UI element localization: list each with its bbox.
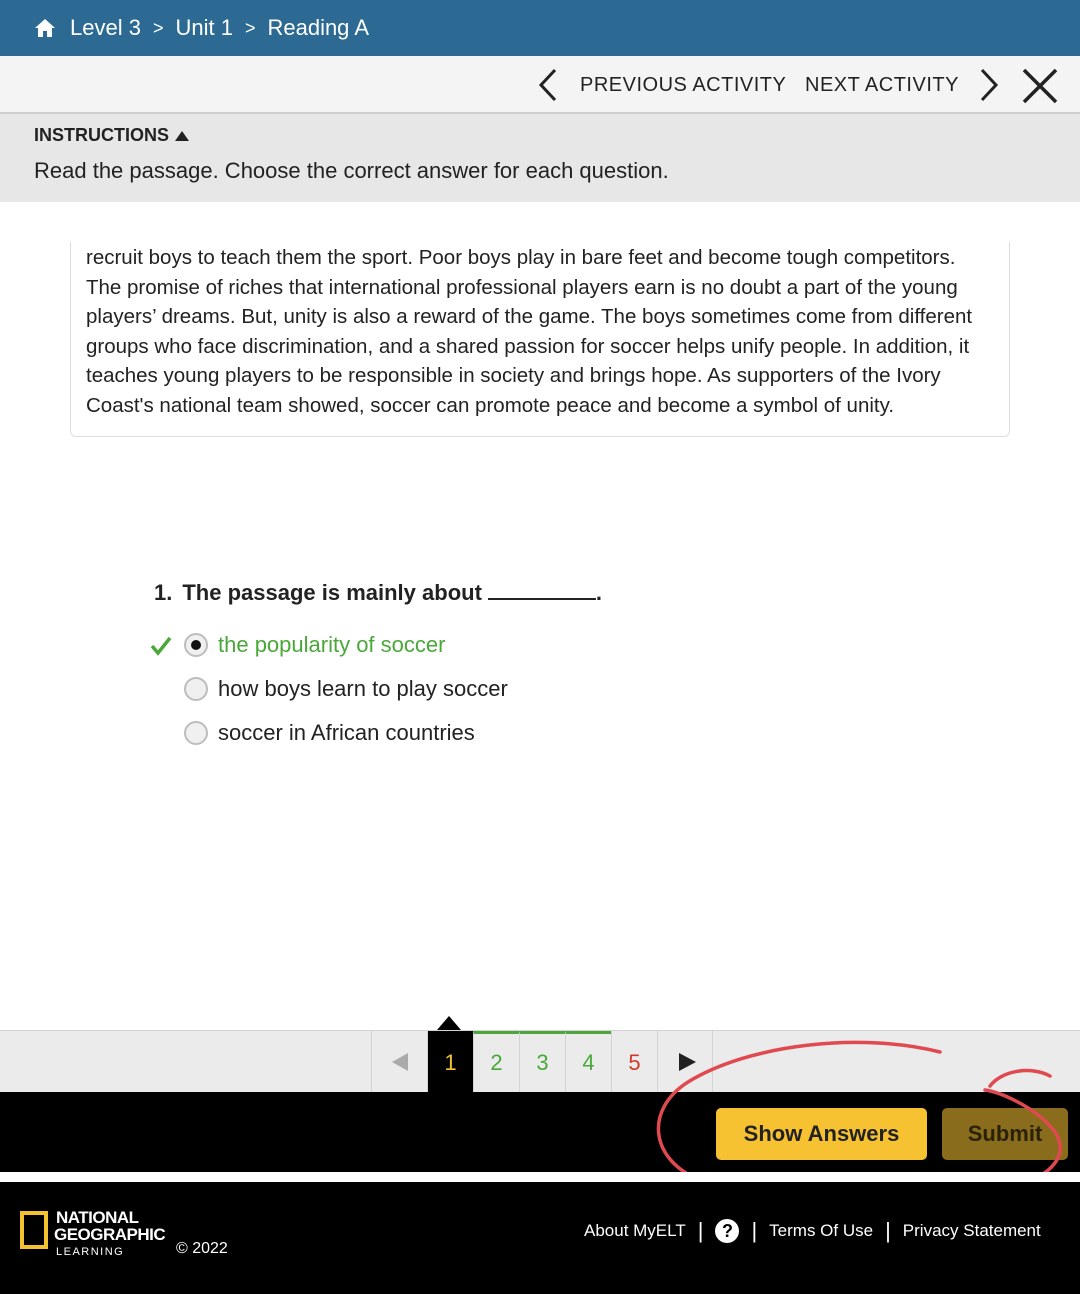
checkmark-icon <box>150 634 172 656</box>
option-label: how boys learn to play soccer <box>218 676 508 701</box>
arrow-left-icon <box>372 1031 428 1093</box>
yellow-frame-icon <box>20 1211 48 1249</box>
divider <box>0 1172 1080 1182</box>
link-separator: | <box>751 1218 758 1243</box>
pager-next-button[interactable] <box>657 1031 713 1093</box>
close-icon[interactable] <box>1020 66 1060 106</box>
footer <box>0 1182 1080 1294</box>
chevron-left-icon <box>538 68 558 102</box>
activity-nav-bar <box>0 56 1080 114</box>
passage-line: recruit boys to teach them the sport. Poor boys play in bare feet and become tough competitors. <box>86 246 956 269</box>
triangle-up-icon <box>175 131 189 141</box>
passage-text <box>86 243 986 420</box>
answer-option[interactable] <box>184 676 508 702</box>
question-end: . <box>595 580 603 605</box>
question-prompt <box>154 578 602 606</box>
logo-line-3: LEARNING <box>56 1246 125 1258</box>
passage-line: teaches young players to be responsible in society and brings hope. As supporters of the Ivory <box>86 364 941 387</box>
copyright: © 2022 <box>176 1240 228 1257</box>
question-text: The passage is mainly about <box>182 580 482 605</box>
submit-button[interactable]: Submit <box>942 1108 1068 1160</box>
answer-option[interactable] <box>184 632 445 658</box>
page-button-5[interactable]: 5 <box>611 1031 657 1093</box>
link-separator: | <box>885 1218 891 1243</box>
logo-line-1: NATIONAL <box>56 1208 139 1227</box>
next-activity-button[interactable] <box>805 68 999 102</box>
breadcrumb-separator: > <box>152 17 164 38</box>
option-label: soccer in African countries <box>218 720 475 745</box>
about-link[interactable]: About MyELT <box>584 1221 686 1240</box>
national-geographic-logo <box>20 1208 166 1264</box>
terms-link[interactable]: Terms Of Use <box>769 1221 874 1240</box>
pager-prev-button[interactable] <box>371 1031 427 1093</box>
breadcrumb-unit[interactable]: Unit 1 <box>175 15 233 40</box>
instructions-toggle[interactable] <box>34 125 189 146</box>
help-icon[interactable]: ? <box>715 1219 739 1243</box>
question-number: 1. <box>154 580 173 605</box>
page-button-1[interactable]: 1 <box>427 1031 473 1093</box>
instructions-panel <box>0 114 1080 202</box>
instructions-text: Read the passage. Choose the correct answer for each question. <box>34 158 669 183</box>
option-label: the popularity of soccer <box>218 632 446 657</box>
next-activity-label: NEXT ACTIVITY <box>805 73 959 96</box>
breadcrumb-reading: Reading A <box>267 15 369 40</box>
logo-line-2: GEOGRAPHIC <box>54 1225 166 1244</box>
show-answers-button[interactable]: Show Answers <box>716 1108 927 1160</box>
passage-line: Coast's national team showed, soccer can promote peace and become a symbol of unity. <box>86 393 895 417</box>
breadcrumb-separator: > <box>244 17 256 38</box>
arrow-right-icon <box>658 1031 714 1093</box>
breadcrumb <box>0 0 1080 56</box>
page-button-2[interactable]: 2 <box>473 1031 519 1093</box>
privacy-link[interactable]: Privacy Statement <box>902 1221 1041 1240</box>
radio-unselected[interactable] <box>184 677 208 701</box>
radio-unselected[interactable] <box>184 721 208 745</box>
radio-selected[interactable] <box>184 633 208 657</box>
passage-line: groups who face discrimination, and a shared passion for soccer helps unify people. In addition, it <box>86 334 970 358</box>
answer-blank <box>488 578 596 600</box>
page-button-4[interactable]: 4 <box>565 1031 611 1093</box>
page-button-3[interactable]: 3 <box>519 1031 565 1093</box>
footer-links <box>584 1218 1041 1244</box>
question-pager <box>0 1030 1080 1092</box>
passage-box[interactable] <box>70 242 1010 437</box>
current-page-pointer <box>437 1016 461 1030</box>
answer-option[interactable] <box>184 720 475 746</box>
home-icon[interactable] <box>34 18 56 38</box>
previous-activity-label: PREVIOUS ACTIVITY <box>580 73 787 96</box>
link-separator: | <box>697 1218 704 1243</box>
chevron-right-icon <box>979 68 999 102</box>
action-bar <box>0 1092 1080 1172</box>
passage-line: players’ dreams. But, unity is also a reward of the game. The boys sometimes come from different <box>86 305 973 328</box>
previous-activity-button[interactable] <box>538 68 786 102</box>
instructions-heading: INSTRUCTIONS <box>34 125 169 145</box>
passage-line: The promise of riches that international professional players earn is no doubt a part of the young <box>86 275 958 299</box>
breadcrumb-level[interactable]: Level 3 <box>70 15 141 40</box>
